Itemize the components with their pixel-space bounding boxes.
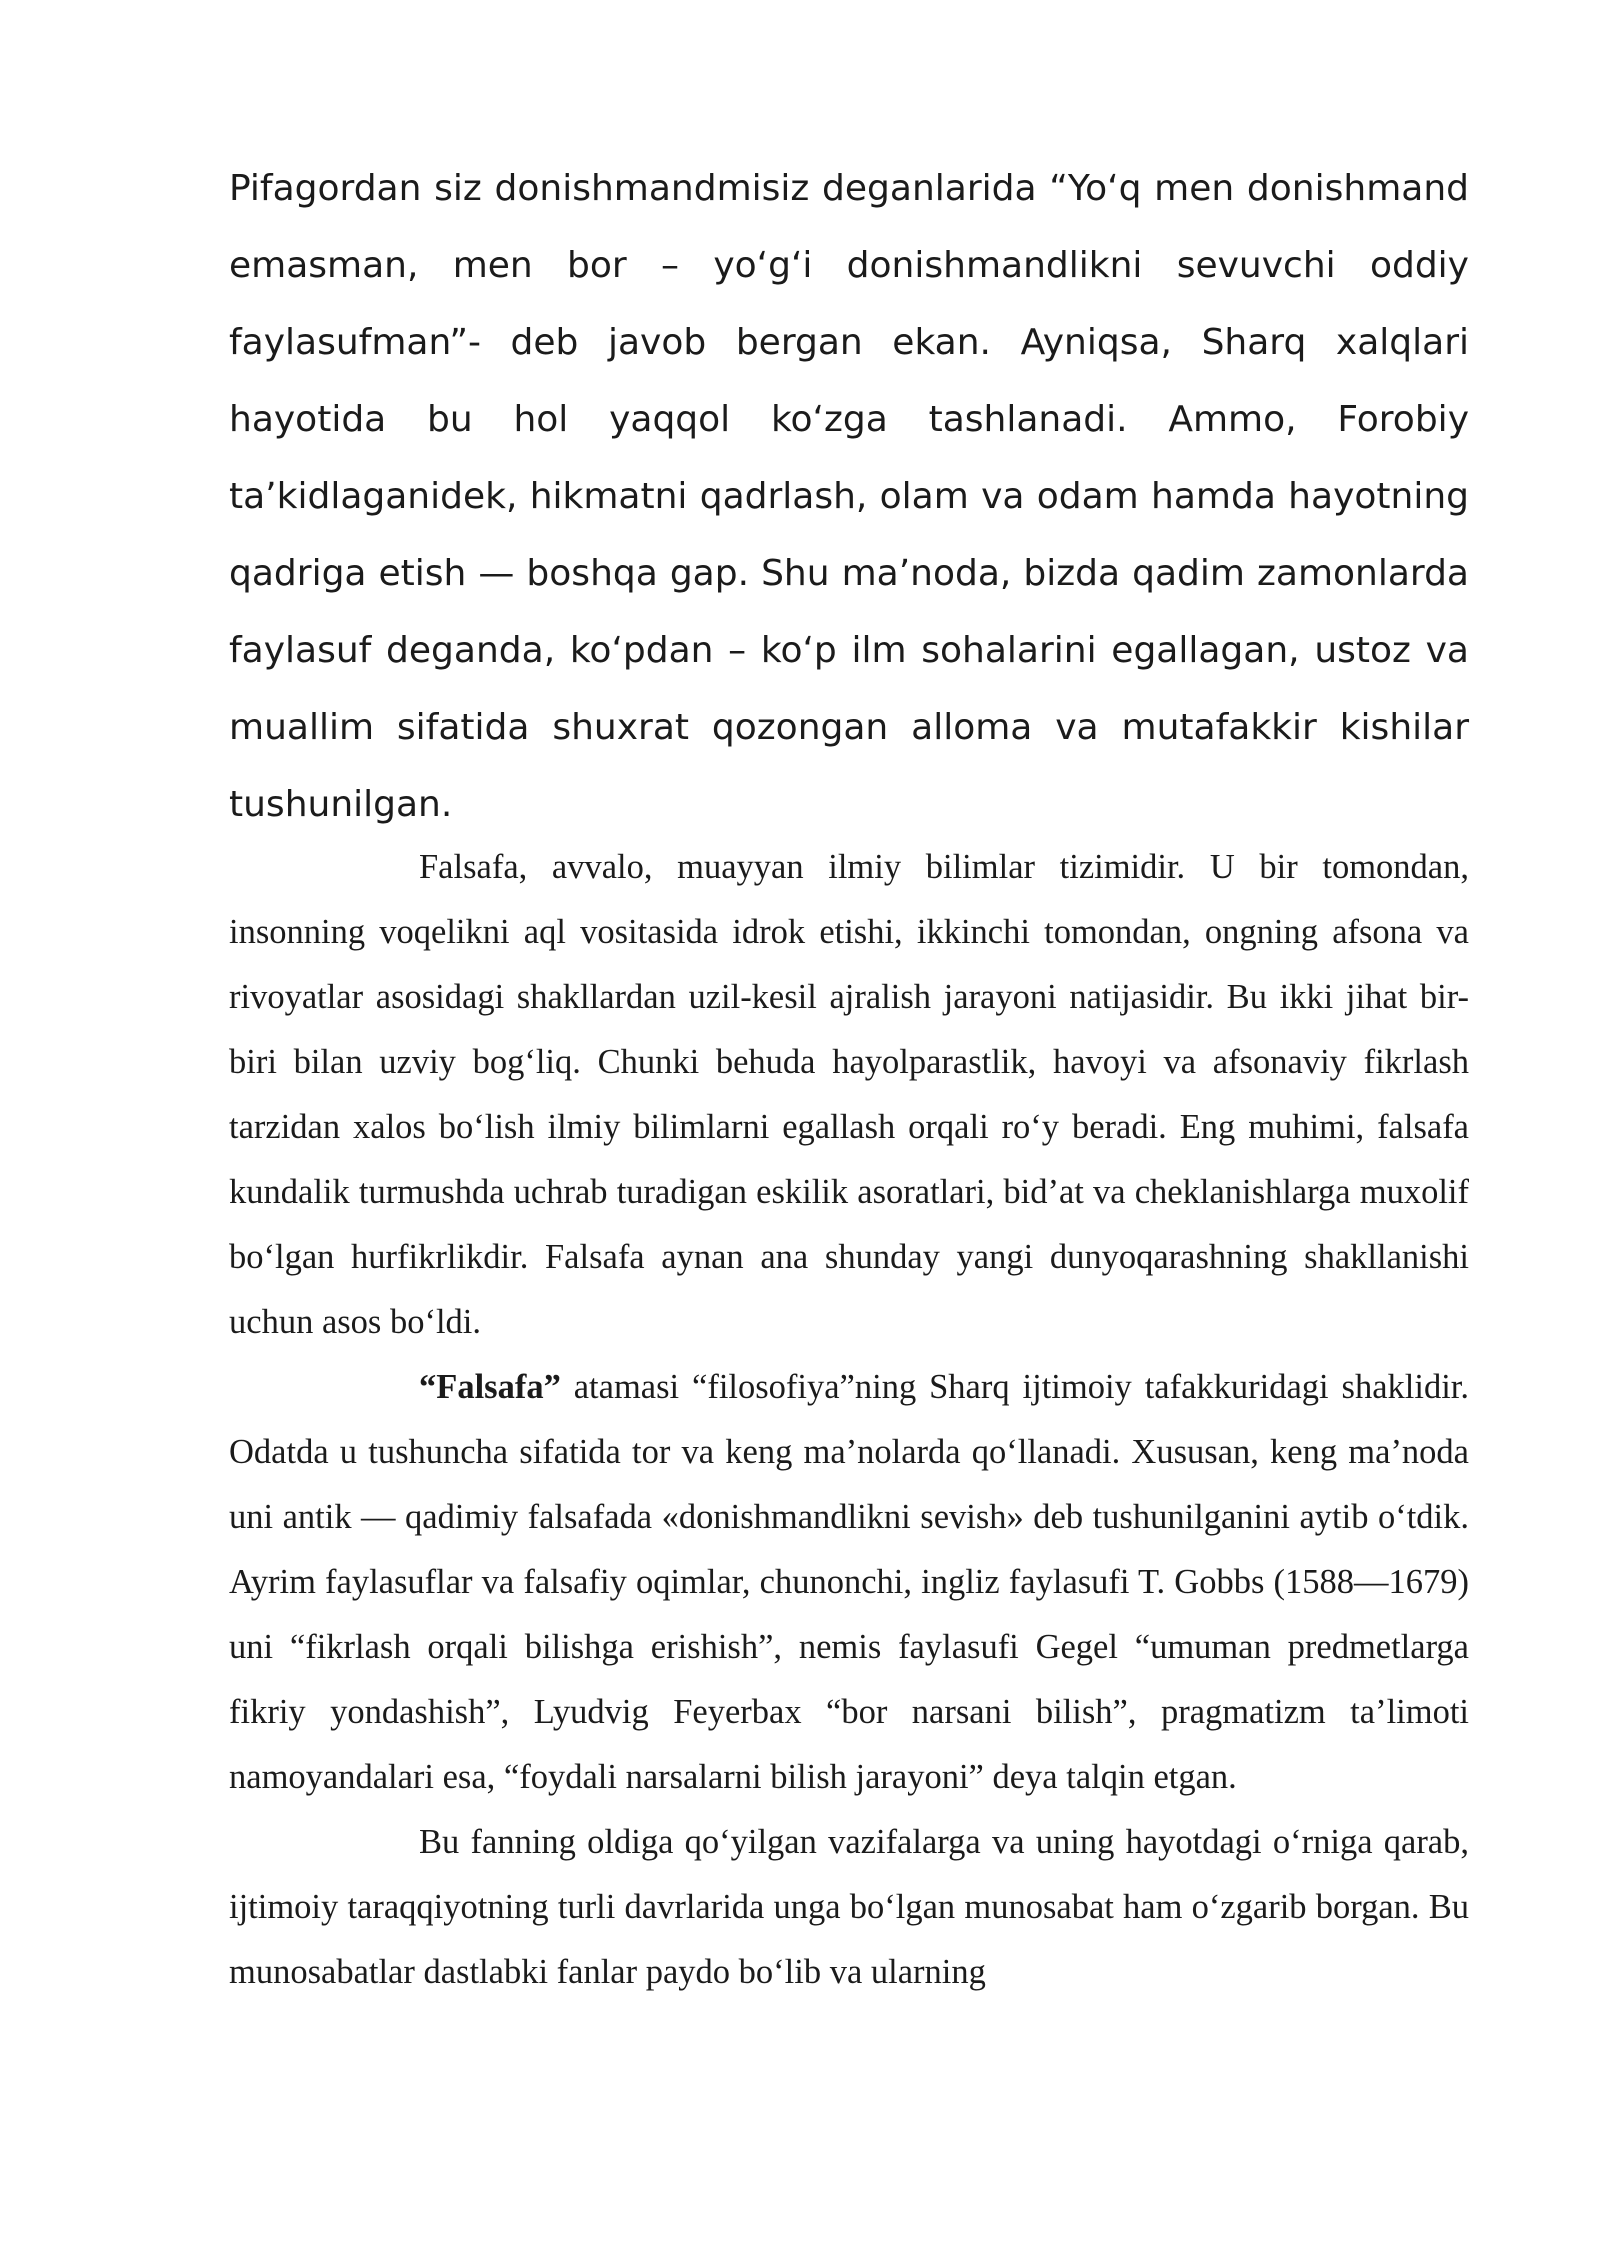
bold-term: “Falsafa” [419, 1368, 561, 1406]
paragraph-pifagor: Pifagordan siz donishmandmisiz deganlarida “Yo‘q men donishmand emasman, men bor – yo‘g‘i donishmandlikni sevuvchi oddiy faylasufman”- deb javob bergan ekan. Ayniqsa, Sharq xalqlari hayotida bu hol yaqqol ko‘zga tashlanadi. Ammo, Forobiy ta’kidlaganidek, hikmatni qadrlash, olam va odam hamda hayotning qadriga etish — boshqa gap. Shu ma’noda, bizda qadim zamonlarda faylasuf deganda, ko‘pdan – ko‘p ilm sohalarini egallagan, ustoz va muallim sifatida shuxrat qozongan alloma va mutafakkir kishilar tushunilgan. [229, 168, 1469, 825]
paragraph-fan-vazifalari: Bu fanning oldiga qo‘yilgan vazifalarga va uning hayotdagi o‘rniga qarab, ijtimoiy taraqqiyotning turli davrlarida unga bo‘lgan munosabat ham o‘zgarib borgan. Bu munosabatlar dastlabki fanlar paydo bo‘lib va ularning [229, 1823, 1469, 1991]
paragraph-falsafa-term [229, 1355, 1469, 1810]
paragraph-falsafa-definition: Falsafa, avvalo, muayyan ilmiy bilimlar tizimidir. U bir tomondan, insonning voqelikni aql vositasida idrok etishi, ikkinchi tomondan, ongning afsona va rivoyatlar asosidagi shakllardan uzil-kesil ajralish jarayoni natijasidir. Bu ikki jihat bir-biri bilan uzviy bog‘liq. Chunki behuda hayolparastlik, havoyi va afsonaviy fikrlash tarzidan xalos bo‘lish ilmiy bilimlarni egallash orqali ro‘y beradi. Eng muhimi, falsafa kundalik turmushda uchrab turadigan eskilik asoratlari, bid’at va cheklanishlarga muxolif bo‘lgan hurfikrlikdir. Falsafa aynan ana shunday yangi dunyoqarashning shakllanishi uchun asos bo‘ldi. [229, 848, 1469, 1341]
document-body [229, 150, 1469, 2005]
paragraph-falsafa-term-text: atamasi “filosofiya”ning Sharq ijtimoiy tafakkuridagi shaklidir. Odatda u tushuncha sifatida tor va keng ma’nolarda qo‘llanadi. Xususan, keng ma’noda uni antik — qadimiy falsafada «donishmandlikni sevish» deb tushunilganini aytib o‘tdik. Ayrim faylasuflar va falsafiy oqimlar, chunonchi, ingliz faylasufi T. Gobbs (1588—1679) uni “fikrlash orqali bilishga erishish”, nemis faylasufi Gegel “umuman predmetlarga fikriy yondashish”, Lyudvig Feyerbax “bor narsani bilish”, pragmatizm ta’limoti namoyandalari esa, “foydali narsalarni bilish jarayoni” deya talqin etgan. [229, 1368, 1469, 1796]
